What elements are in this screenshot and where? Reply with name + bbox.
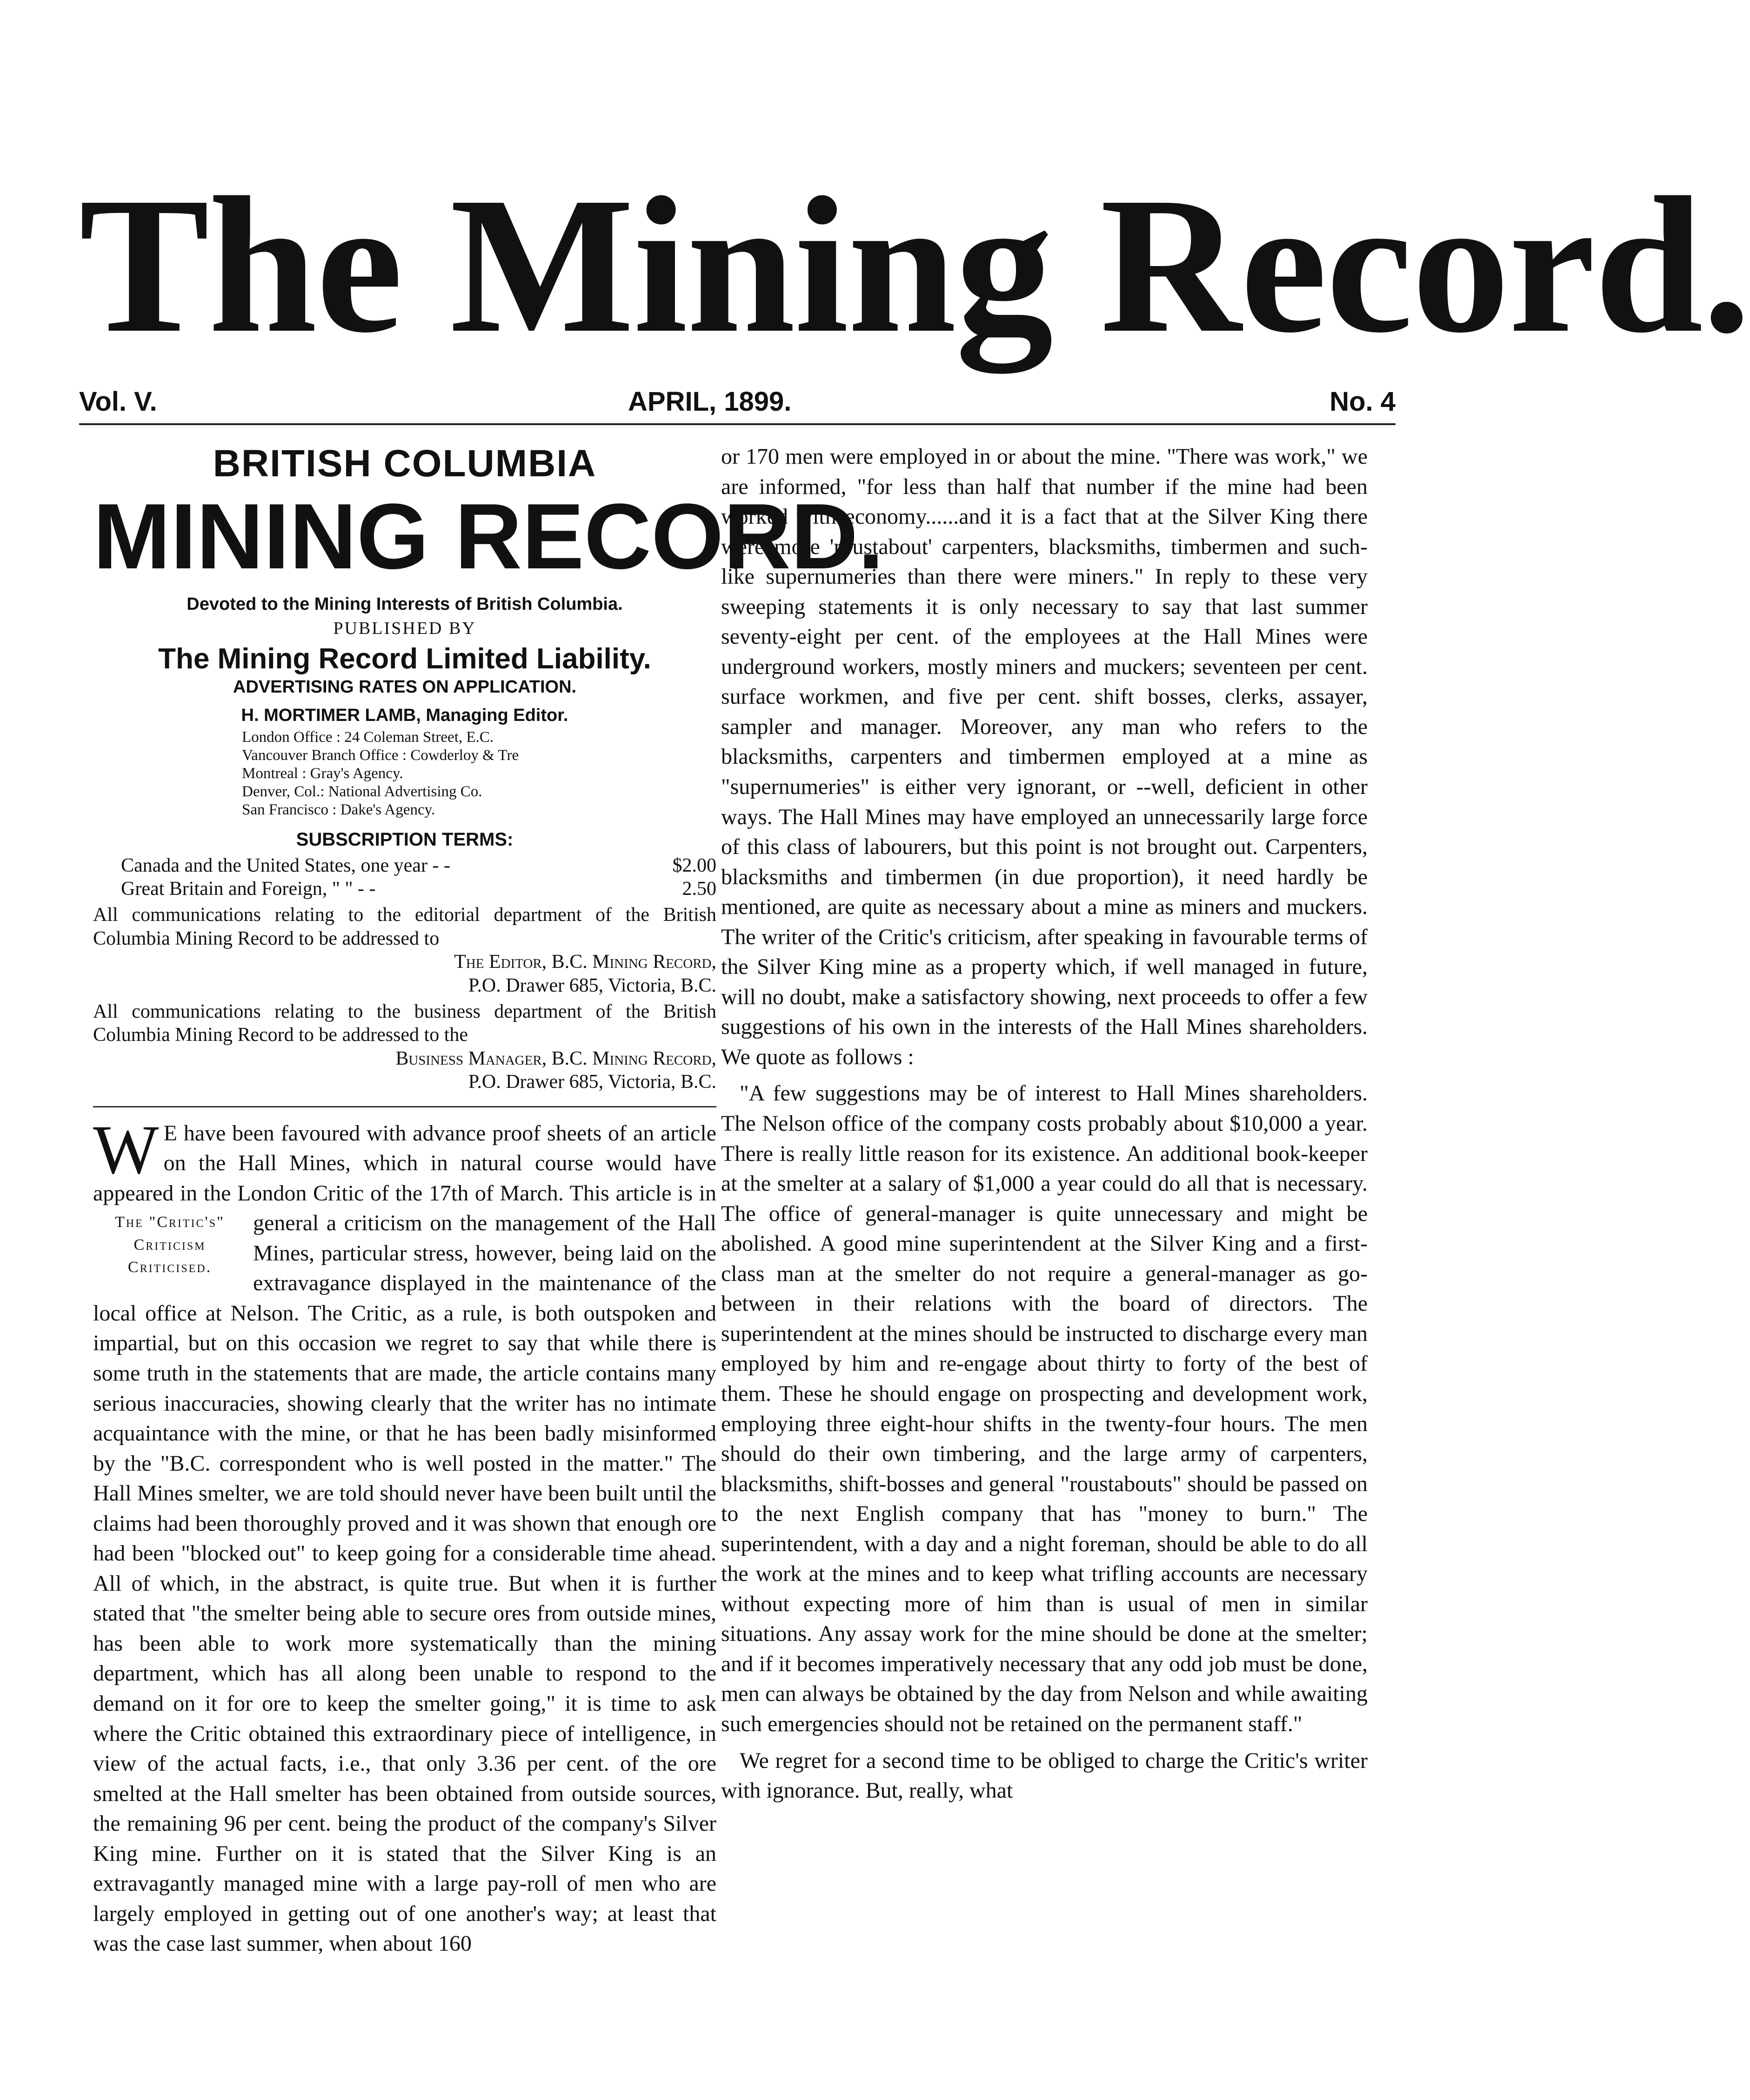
published-by: PUBLISHED BY — [333, 619, 476, 638]
lead-article — [93, 1111, 716, 1959]
subscription-label: Canada and the United States, one year - - — [121, 854, 450, 876]
drop-cap: W — [93, 1111, 159, 1188]
masthead-title: The Mining Record. — [79, 157, 1750, 373]
header-title: MINING RECORD. — [93, 485, 884, 588]
left-column — [93, 442, 884, 1959]
business-address-line — [93, 1047, 716, 1070]
subscription-price: $2.00 — [672, 854, 716, 876]
office-item: San Francisco : Dake's Agency. — [242, 801, 435, 818]
subscription-label: Great Britain and Foreign, " " - - — [121, 878, 376, 900]
office-list — [242, 728, 716, 819]
right-column — [721, 442, 1368, 1806]
business-address-drawer: P.O. Drawer 685, Victoria, B.C. — [468, 1071, 716, 1093]
issue-date: APRIL, 1899. — [628, 387, 792, 417]
advertising-line: ADVERTISING RATES ON APPLICATION. — [233, 677, 577, 697]
dateline — [79, 381, 1396, 425]
subscription-heading: SUBSCRIPTION TERMS: — [296, 829, 514, 850]
editorial-notice: All communications relating to the editorial department of the British Columbia Mining Record to be addressed to — [93, 904, 716, 949]
office-item: London Office : 24 Coleman Street, E.C. — [242, 729, 494, 746]
editor-line: H. MORTIMER LAMB, Managing Editor. — [241, 706, 568, 725]
editorial-address-name: The Editor, B.C. Mining Record, — [454, 951, 716, 973]
business-notice: All communications relating to the business department of the British Columbia Mining Record to be addressed to the — [93, 1001, 716, 1046]
article-continuation: or 170 men were employed in or about the mine. "There was work," we are informed, "for less than half that number if the mine had been worked with economy......and it is a fact that at the Silver King there were more 'roustabout' carpenters, blacksmiths, timbermen and such-like supernumeries than there were miners." In reply to these very sweeping statements it is only necessary to say that last summer seventy-eight per cent. of the employees at the Hall Mines were underground workers, mostly miners and muckers; seventeen per cent. surface workmen, and five per cent. shift bosses, clerks, assayer, sampler and manager. Moreover, any man who refers to the blacksmiths, carpenters and timbermen employed at a mine as "supernumeries" is either very ignorant, or --well, deficient in other ways. The Hall Mines may have employed an unnecessarily large force of this class of labourers, but this point is not brought out. Carpenters, blacksmiths and timbermen (in due proportion), it need hardly be mentioned, are quite as necessary about a mine as miners and muckers. The writer of the Critic's criticism, after speaking in favourable terms of the Silver King mine as a property which, if well managed in future, will no doubt, make a satisfactory showing, next proceeds to offer a few suggestions of his own in the interests of the Hall Mines shareholders. We quote as follows : — [721, 444, 1368, 1069]
publication-header — [93, 442, 884, 850]
subscription-price: 2.50 — [682, 878, 716, 900]
editorial-address-line — [93, 950, 716, 973]
company-name: The Mining Record Limited Liability. — [158, 643, 651, 675]
subscription-terms — [93, 854, 716, 901]
lead-article-opening: E have been favoured with advance proof sheets of an article on the Hall Mines, which in natural course would have appeared in the London Critic of the 17th of March. This article is in general a criticism on the management of the — [93, 1120, 716, 1236]
business-address-name: Business Manager, B.C. Mining Record, — [395, 1047, 716, 1069]
office-item: Vancouver Branch Office : Cowderloy & Tre — [242, 747, 519, 764]
office-item: Montreal : Gray's Agency. — [242, 765, 403, 782]
section-divider — [93, 1106, 716, 1107]
subscription-row — [121, 877, 716, 900]
header-pretitle: BRITISH COLUMBIA — [213, 442, 597, 485]
office-item: Denver, Col.: National Advertising Co. — [242, 783, 482, 800]
volume-number: Vol. V. — [79, 387, 157, 417]
devoted-line: Devoted to the Mining Interests of British Columbia. — [187, 594, 623, 614]
side-heading: The "Critic's" Criticism Criticised. — [115, 1213, 225, 1276]
issue-number: No. 4 — [1329, 387, 1396, 417]
editorial-address-drawer: P.O. Drawer 685, Victoria, B.C. — [468, 974, 716, 996]
lead-article-body: Hall Mines, particular stress, however, being laid on the extravagance displayed in the maintenance of the local office at Nelson. The Critic, as a rule, is both outspoken and impartial, but on this occasion we regret to say that while there is some truth in the statements that are made, the article contains many serious inaccuracies, showing clearly that the writer has no intimate acquaintance with the mine, or that he has been badly misinformed by the "B.C. correspondent who is well posted in the matter." The Hall Mines smelter, we are told should never have been built until the claims had been thoroughly proved and it was shown that enough ore had been "blocked out" to keep going for a considerable time ahead. All of which, in the abstract, is quite true. But when it is further stated that "the smelter being able to secure ores from outside mines, has been able to work more systematically than the mining department, which has all along been unable to respond to the demand on it for ore to keep the smelter going," it is time to ask where the Critic obtained this extraordinary piece of intelligence, in view of the actual facts, i.e., that only 3.36 per cent. of the ore smelted at the Hall smelter has been obtained from outside sources, the remaining 96 per cent. being the product of the company's Silver King mine. Further on it is stated that the Silver King is an extravagantly managed mine with a large pay-roll of men who are largely employed in getting out of one another's way; at least that was the case last summer, when about 160 — [93, 1211, 716, 1956]
closing-paragraph: We regret for a second time to be obliged to charge the Critic's writer with ignorance. But, really, what — [721, 1748, 1368, 1803]
quoted-passage: "A few suggestions may be of interest to Hall Mines shareholders. The Nelson office of the company costs probably about $10,000 a year. There is really little reason for its existence. An additional book-keeper at the smelter at a salary of $1,000 a year could do all that is necessary. The office of general-manager is quite unnecessary and might be abolished. A good mine superintendent at the Silver King and a first-class man at the smelter do not require a general-manager as go-between in their relations with the board of directors. The superintendent at the mines should be instructed to discharge every man employed by him and re-engage about thirty to forty of the best of them. These he should engage on prospecting and development work, employing three eight-hour shifts in the twenty-four hours. The men should do their own timbering, and the large army of carpenters, blacksmiths, shift-bosses and general "roustabouts" should be passed on to the next English company that has "money to burn." The superintendent, with a day and a night foreman, should be able to do all the work at the mines and to keep what trifling accounts are necessary without expecting more of him than is usual of men in similar situations. Any assay work for the mine should be done at the smelter; and if it becomes imperatively necessary that any odd job must be done, men can always be obtained by the day from Nelson and while awaiting such emergencies should not be retained on the permanent staff." — [721, 1081, 1368, 1736]
subscription-row — [121, 854, 716, 877]
